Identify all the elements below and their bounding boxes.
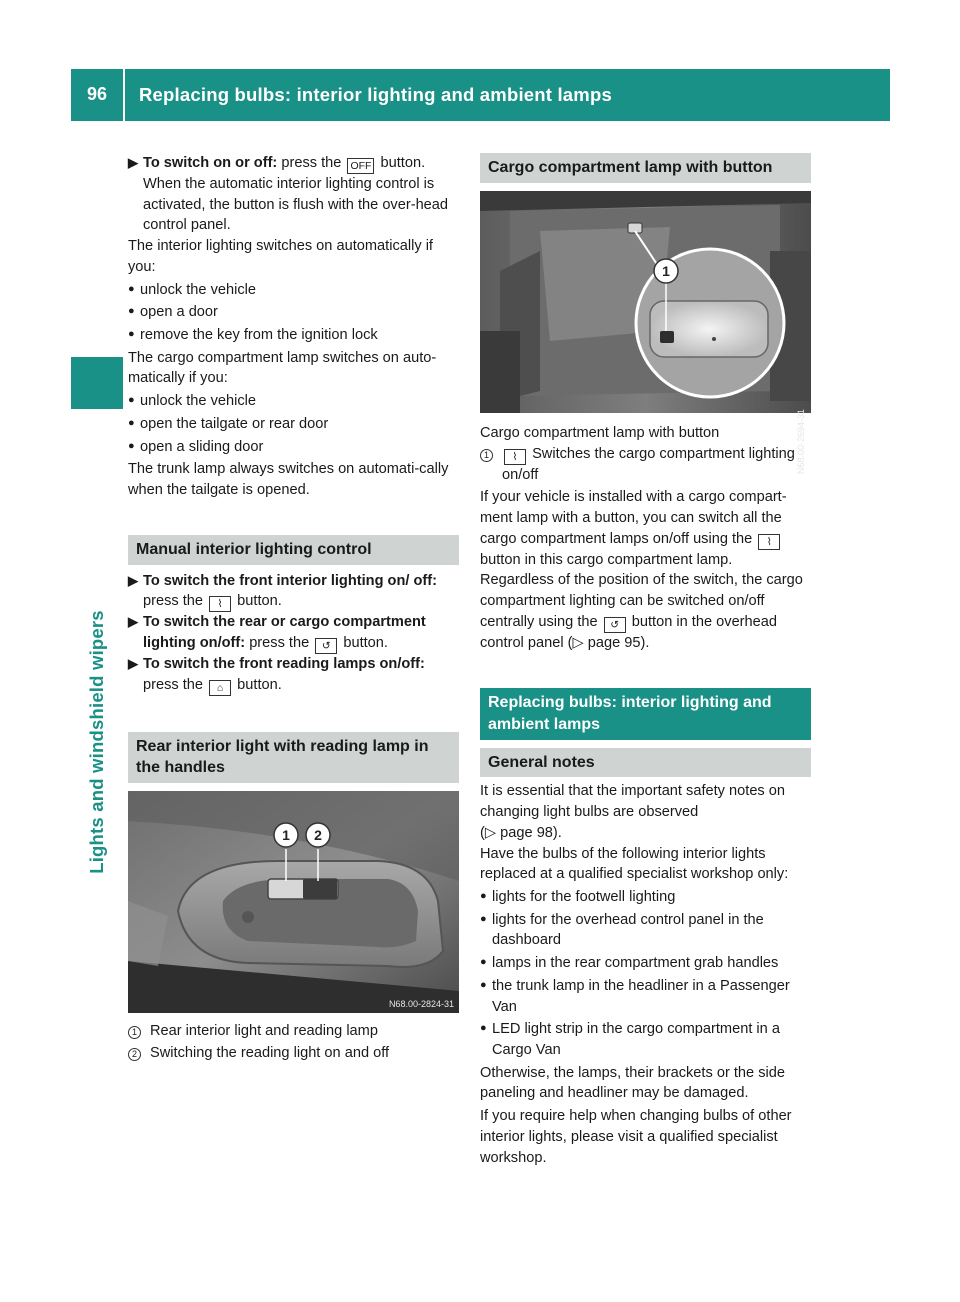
bullet-icon: ● <box>128 305 135 318</box>
photo2-caption: Cargo compartment lamp with button <box>480 424 720 441</box>
list-item-text: unlock the vehicle <box>140 281 257 298</box>
step-text-after: button. <box>237 593 282 610</box>
bullet-icon: ● <box>480 978 487 991</box>
step-arrow-icon: ▶ <box>128 155 138 170</box>
list-item-text: open the tailgate or rear door <box>140 415 329 432</box>
have-list <box>480 887 811 1061</box>
rear-lighting-button-icon: ↺ <box>315 638 337 654</box>
general-notes-heading: General notes <box>480 748 811 778</box>
trunk-text: The trunk lamp always switches on automati-cally when the tailgate is opened. <box>128 461 449 499</box>
left-column <box>128 153 459 1065</box>
list-item-text: the trunk lamp in the headliner in a Passenger Van <box>492 977 790 1015</box>
list-item-text: open a door <box>140 304 218 321</box>
have-text: Have the bulbs of the following interior lights replaced at a qualified specialist workshop only: <box>480 845 789 883</box>
section-heading-replacing-bulbs: Replacing bulbs: interior lighting and ambient lamps <box>480 688 811 740</box>
cargo-lamp-button-icon: ⌇ <box>504 449 526 465</box>
page-reference[interactable]: page 98). <box>500 824 562 841</box>
photo1-legend <box>128 1021 459 1063</box>
step-text: press the <box>143 676 204 693</box>
page-ref-arrow-icon: ▷ <box>572 634 584 651</box>
list-item-text: remove the key from the ignition lock <box>140 327 378 344</box>
section-tab-title: Lights and windshield wipers <box>85 610 107 874</box>
cargo-lamp-heading: Cargo compartment lamp with button <box>480 153 811 183</box>
auto-intro: The interior lighting switches on automatically if you: <box>128 238 433 275</box>
list-item <box>128 302 459 323</box>
step-text: press the <box>281 155 342 171</box>
bullet-icon: ● <box>128 439 135 452</box>
legend-item <box>128 1043 459 1064</box>
callout-number: 1 <box>128 1026 141 1039</box>
bullet-icon: ● <box>128 416 135 429</box>
step-text: press the <box>143 593 204 610</box>
instruction-reading-lamps <box>128 654 459 696</box>
cargo-para-2 <box>480 570 811 653</box>
list-item-text: LED light strip in the cargo compartment in a Cargo Van <box>492 1021 780 1059</box>
list-item-text: unlock the vehicle <box>140 393 257 410</box>
bullet-icon: ● <box>128 328 135 341</box>
callout-number: 1 <box>480 449 493 462</box>
instruction-front-lighting <box>128 571 459 613</box>
list-item <box>480 1019 811 1060</box>
step-note: When the automatic interior lighting control is activated, the button is flush with the over-head control panel. <box>143 176 449 234</box>
page-header <box>71 69 890 121</box>
para-text-after: button in the overhead control panel ( <box>480 613 778 651</box>
cargo-lamp-button-icon: ⌇ <box>758 534 780 550</box>
callout-1-label: 1 <box>282 827 290 844</box>
photo-code: N68.00-2824-31 <box>388 999 454 1010</box>
list-item <box>128 391 459 412</box>
manual-heading: Manual interior lighting control <box>128 535 459 565</box>
legend-item <box>480 444 811 486</box>
photo-code: N68.00-2694-31 <box>796 408 806 474</box>
list-item <box>128 437 459 458</box>
callout-number: 2 <box>128 1048 141 1061</box>
page-reference[interactable]: page 95). <box>587 634 650 651</box>
auto-list <box>128 280 459 346</box>
para-text: Regardless of the position of the switch, the cargo compartment lighting can be switched on/off centrally using the <box>480 572 803 630</box>
cargo-para-1 <box>480 487 811 570</box>
legend-text: Switches the cargo compartment lighting on/off <box>502 446 795 484</box>
reading-lamp-button-icon: ⌂ <box>209 680 231 696</box>
page-ref-arrow-icon: ▷ <box>484 824 497 841</box>
rear-lighting-button-icon: ↺ <box>604 617 626 633</box>
manual-steps <box>128 571 459 696</box>
right-column <box>480 153 811 1168</box>
section-tab-marker <box>71 357 123 409</box>
step-arrow-icon: ▶ <box>128 572 138 588</box>
legend-item <box>128 1021 459 1042</box>
step-text-after: button. <box>343 634 388 651</box>
list-item-text: lights for the footwell lighting <box>492 889 676 905</box>
general-para: It is essential that the important safety notes on changing light bulbs are observed (▷ page 98). <box>480 783 786 841</box>
step-text-after: button. <box>237 676 282 693</box>
legend-text: Rear interior light and reading lamp <box>150 1023 378 1040</box>
step-arrow-icon: ▶ <box>128 655 138 671</box>
step-label: To switch on or off: <box>143 155 278 171</box>
instruction-rear-lighting <box>128 612 459 654</box>
para-text: It is essential that the important safety notes on changing light bulbs are observed <box>480 783 786 821</box>
legend-text: Switching the reading light on and off <box>150 1044 390 1061</box>
front-lighting-button-icon: ⌇ <box>209 596 231 612</box>
otherwise-text: Otherwise, the lamps, their brackets or the side paneling and headliner may be damaged. <box>480 1064 785 1102</box>
list-item-text: lamps in the rear compartment grab handles <box>492 955 779 972</box>
step-label: To switch the rear or cargo compartment lighting on/off: <box>143 614 426 651</box>
bullet-icon: ● <box>480 912 487 925</box>
list-item <box>480 976 811 1017</box>
list-item <box>128 280 459 301</box>
list-item <box>128 414 459 435</box>
bullet-icon: ● <box>480 956 487 969</box>
list-item <box>480 887 811 908</box>
page-number: 96 <box>86 84 108 105</box>
list-item <box>480 910 811 951</box>
cargo-intro: The cargo compartment lamp switches on auto-matically if you: <box>128 349 437 387</box>
list-item <box>480 953 811 974</box>
instruction-switch-on-off <box>128 153 459 236</box>
bullet-icon: ● <box>128 282 135 295</box>
bullet-icon: ● <box>480 890 487 902</box>
list-item-text: open a sliding door <box>140 438 264 455</box>
bullet-icon: ● <box>128 394 135 407</box>
rear-light-heading: Rear interior light with reading lamp in the handles <box>128 732 459 784</box>
step-label: To switch the front interior lighting on/ off: <box>143 572 437 589</box>
para-text-after: button in this cargo compartment lamp. <box>480 551 733 568</box>
cargo-list <box>128 391 459 457</box>
interior-light-off-button-icon: OFF <box>347 158 374 174</box>
page-title: Replacing bulbs: interior lighting and ambient lamps <box>139 83 612 105</box>
rear-handle-light-photo <box>128 791 459 1013</box>
callout-2-label: 2 <box>314 827 322 844</box>
list-item <box>128 325 459 346</box>
help-text: If you require help when changing bulbs of other interior lights, please visit a qualified specialist workshop. <box>480 1108 792 1166</box>
list-item-text: lights for the overhead control panel in the dashboard <box>492 911 764 949</box>
step-arrow-icon: ▶ <box>128 614 138 630</box>
para-text: If your vehicle is installed with a cargo compart-ment lamp with a button, you can switch all the cargo compartment lamps on/off using the <box>480 489 787 547</box>
callout-1-label: 1 <box>662 262 670 279</box>
step-label: To switch the front reading lamps on/off: <box>143 655 425 672</box>
bullet-icon: ● <box>480 1022 487 1035</box>
step-text: press the <box>249 634 310 651</box>
step-text-after: button. <box>380 155 426 171</box>
